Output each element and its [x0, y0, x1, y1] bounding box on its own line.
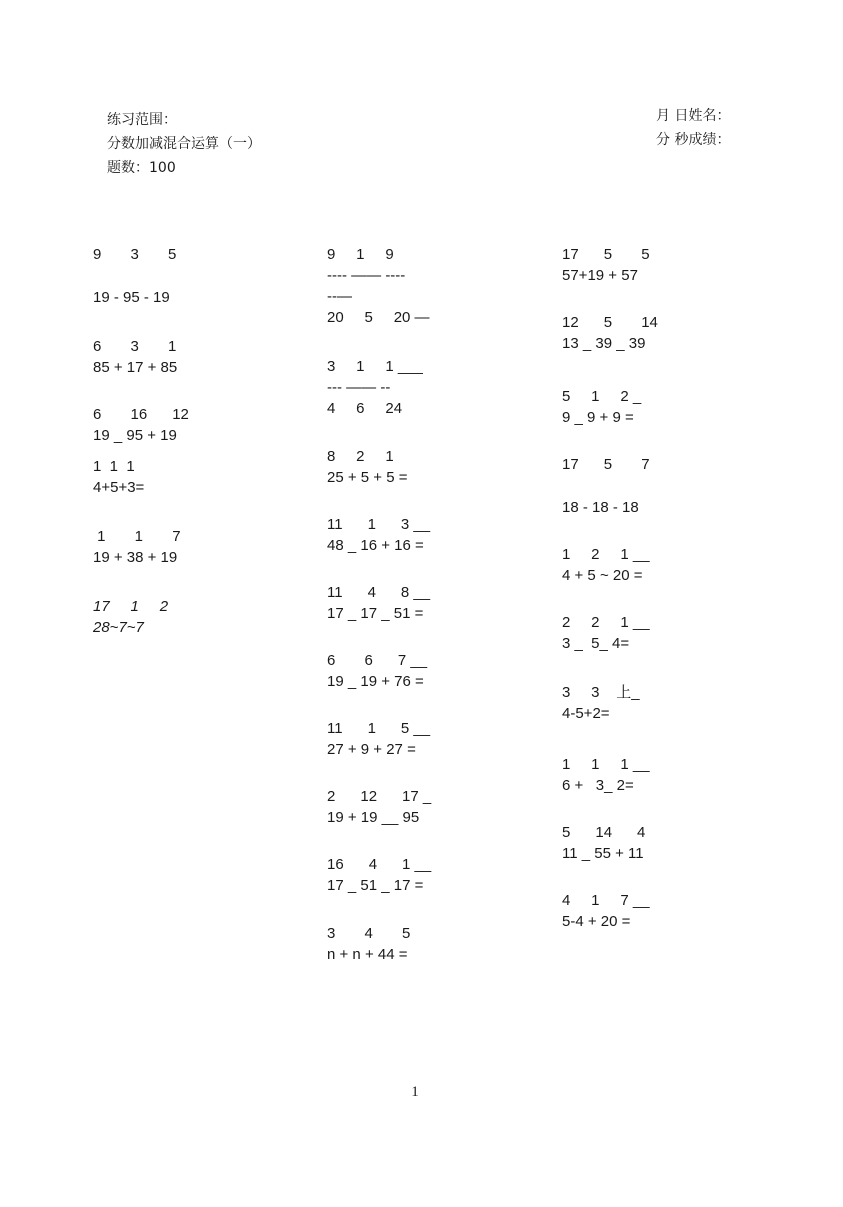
problem-item [562, 544, 650, 586]
problem-line: 4 + 5 ~ 20 = [562, 567, 643, 584]
problem-line: 18 - 18 - 18 [562, 499, 639, 516]
problem-line: 19 - 95 - 19 [93, 289, 170, 306]
problem-item [562, 612, 650, 654]
problem-item [327, 446, 408, 488]
problem-item [93, 404, 189, 446]
practice-range-label: 练习范围： [107, 112, 177, 128]
problem-line [562, 475, 650, 497]
problem-item [562, 890, 650, 932]
problem-item [327, 718, 430, 760]
problem-item [327, 650, 427, 692]
problem-line: 2 12 17 _ [327, 788, 432, 805]
problem-line [93, 265, 176, 287]
problem-line: 6 3 1 [93, 338, 177, 355]
problem-line: 6 16 12 [93, 406, 189, 423]
problem-line: 27 + 9 + 27 = [327, 741, 416, 758]
problem-item [562, 682, 640, 724]
problem-line: 3 3 上_ [562, 684, 640, 701]
problem-line: 4 6 24 [327, 400, 403, 417]
problem-line: 28~7~7 [93, 619, 144, 636]
problem-line: 17 5 5 [562, 246, 650, 263]
problem-line: 4+5+3= [93, 479, 145, 496]
problem-line: 85 + 17 + 85 [93, 359, 178, 376]
problem-line: 1 1 1 [93, 458, 135, 475]
student-info [656, 104, 730, 152]
problem-item [327, 923, 410, 965]
problem-line: --— [327, 288, 352, 305]
problem-line: 11 4 8 __ [327, 584, 431, 601]
problem-line: 19 _ 95 + 19 [93, 427, 177, 444]
page-number: 1 [411, 1084, 419, 1100]
problem-line: 19 + 38 + 19 [93, 549, 178, 566]
problem-item [562, 454, 650, 518]
problem-item [327, 244, 430, 328]
problem-line: 6 6 7 __ [327, 652, 428, 669]
problem-item [562, 386, 641, 428]
problem-line: 19 _ 19 + 76 = [327, 673, 424, 690]
problem-item [562, 822, 645, 864]
problem-line: 1 1 7 [93, 528, 181, 545]
problem-line: 17 _ 17 _ 51 = [327, 605, 424, 622]
problem-line: n + n + 44 = [327, 946, 408, 963]
worksheet-header [107, 108, 261, 180]
problem-line: 48 _ 16 + 16 = [327, 537, 424, 554]
problem-line: 17 _ 51 _ 17 = [327, 877, 424, 894]
problem-line: 17 1 2 [93, 598, 169, 615]
problem-line: --- —— -- [327, 379, 391, 396]
problem-line: 16 4 1 __ [327, 856, 432, 873]
problem-line: 12 5 14 [562, 314, 658, 331]
problem-item [327, 514, 430, 556]
worksheet-topic: 分数加减混合运算（一） [107, 136, 261, 152]
problem-item [562, 312, 658, 354]
problem-item [93, 456, 144, 498]
problem-line: 5-4 + 20 = [562, 913, 631, 930]
problem-item [93, 526, 181, 568]
problem-line: 3 _ 5_ 4= [562, 635, 630, 652]
problem-line: 19 + 19 __ 95 [327, 809, 420, 826]
problem-item [327, 582, 430, 624]
problem-line: 11 _ 55 + 11 [562, 845, 644, 862]
problem-line: 3 1 1 ___ [327, 358, 423, 375]
problem-line: 1 1 1 __ [562, 756, 650, 773]
problem-line: 25 + 5 + 5 = [327, 469, 408, 486]
problem-line: 13 _ 39 _ 39 [562, 335, 646, 352]
problem-line: 6 + 3_ 2= [562, 777, 634, 794]
problem-item [562, 244, 650, 286]
question-count: 题数：100 [107, 160, 176, 176]
problem-line: 5 14 4 [562, 824, 646, 841]
problem-line: 57+19 + 57 [562, 267, 638, 284]
date-name-field: 月 日姓名： [656, 108, 731, 124]
problem-item [327, 854, 431, 896]
problem-line: 11 1 5 __ [327, 720, 431, 737]
problem-item [93, 244, 176, 308]
problem-line: 5 1 2 _ [562, 388, 642, 405]
problem-line: 9 _ 9 + 9 = [562, 409, 634, 426]
problem-item [93, 596, 168, 638]
problem-line: 17 5 7 [562, 456, 650, 473]
problem-line: 9 1 9 [327, 246, 394, 263]
problem-item [93, 336, 177, 378]
problem-line: 20 5 20 — [327, 309, 430, 326]
problem-line: 9 3 5 [93, 246, 177, 263]
problem-line: 4 1 7 __ [562, 892, 650, 909]
problem-line: ---- —— ---- [327, 267, 406, 284]
problem-item [327, 356, 423, 419]
problem-line: 4-5+2= [562, 705, 610, 722]
problem-line: 8 2 1 [327, 448, 394, 465]
problem-item [327, 786, 431, 828]
problem-line: 2 2 1 __ [562, 614, 650, 631]
problem-line: 11 1 3 __ [327, 516, 431, 533]
time-score-field: 分 秒成绩： [656, 132, 731, 148]
problem-line: 3 4 5 [327, 925, 411, 942]
problem-line: 1 2 1 __ [562, 546, 650, 563]
problem-item [562, 754, 650, 796]
